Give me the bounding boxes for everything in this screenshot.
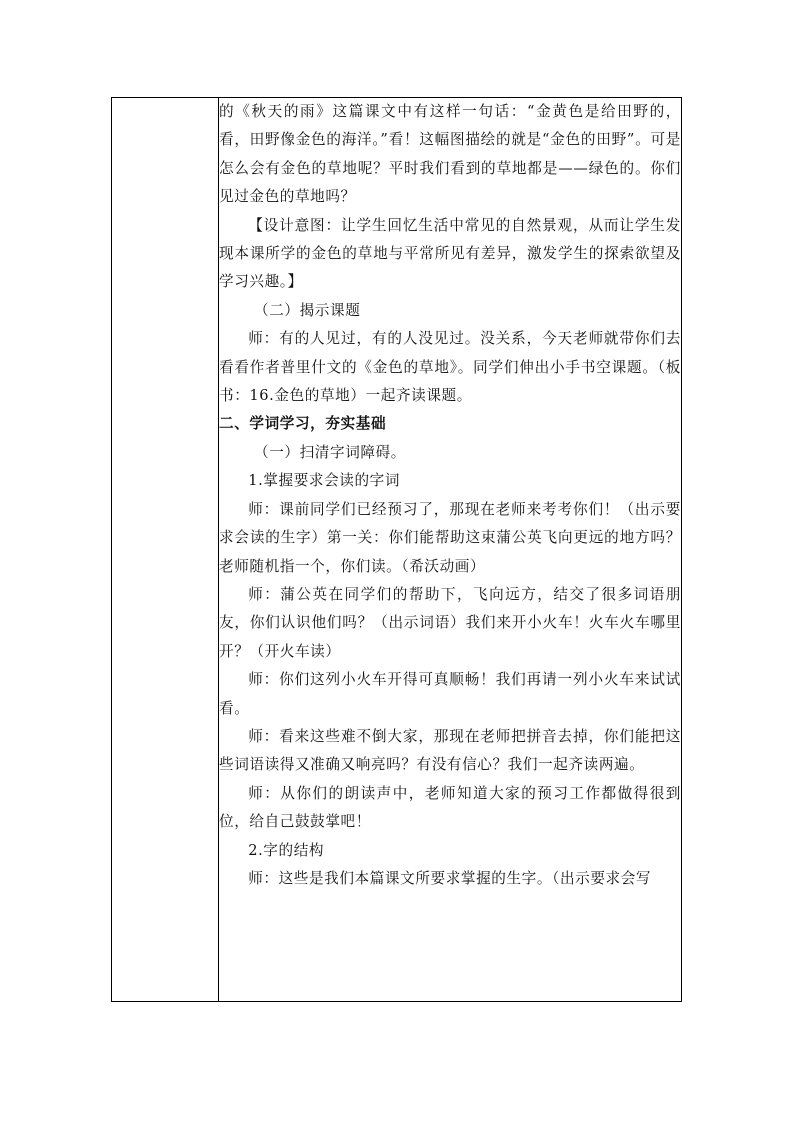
content-cell xyxy=(219,98,682,1002)
subsection-heading-character-structure: 2.字的结构 xyxy=(248,841,325,859)
paragraph-design-intent: 【设计意图：让学生回忆生活中常见的自然景观，从而让学生发现本课所学的金色的草地与平常所见有差异，激发学生的探索欲望及学习兴趣。】 xyxy=(219,216,681,291)
section-heading-reveal-title: （二）揭示课题 xyxy=(254,301,361,319)
lesson-plan-table xyxy=(111,97,682,1002)
paragraph-teacher: 师：蒲公英在同学们的帮助下，飞向远方，结交了很多词语朋友，你们认识他们吗？（出示词语）我们来开小火车！火车火车哪里开？（开火车读） xyxy=(219,585,681,660)
paragraph-teacher: 师：课前同学们已经预习了，那现在老师来考考你们！（出示要求会读的生字）第一关：你们能帮助这束蒲公英飞向更远的地方吗？老师随机指一个，你们读。（希沃动画） xyxy=(219,500,681,575)
subsection-heading-clear-obstacles: （一）扫清字词障碍。 xyxy=(254,443,406,461)
left-column-cell xyxy=(112,98,219,1002)
paragraph-teacher: 师：有的人见过，有的人没见过。没关系，今天老师就带你们去看看作者普里什文的《金色的草地》。同学们伸出小手书空课题。（板书：16.金色的草地）一起齐读课题。 xyxy=(219,330,681,405)
paragraph-teacher: 师：这些是我们本篇课文所要求掌握的生字。（出示要求会写 xyxy=(248,869,652,887)
section-heading-vocabulary: 二、学词学习，夯实基础 xyxy=(219,415,387,433)
paragraph-teacher: 师：看来这些难不倒大家，那现在老师把拼音去掉，你们能把这些词语读得又准确又响亮吗？有没有信心？我们一起齐读两遍。 xyxy=(219,727,681,774)
paragraph-intro: 的《秋天的雨》这篇课文中有这样一句话：“金黄色是给田野的，看，田野像金色的海洋。”看！这幅图描绘的就是“金色的田野”。可是怎么会有金色的草地呢？平时我们看到的草地都是——绿色的。你们见过金色的草地吗？ xyxy=(219,103,681,206)
paragraph-teacher: 师：从你们的朗读声中，老师知道大家的预习工作都做得很到位，给自己鼓鼓掌吧！ xyxy=(219,784,681,831)
table-row xyxy=(112,98,682,1002)
paragraph-teacher: 师：你们这列小火车开得可真顺畅！我们再请一列小火车来试试看。 xyxy=(219,671,681,717)
subsection-heading-reading-words: 1.掌握要求会读的字词 xyxy=(248,472,401,490)
